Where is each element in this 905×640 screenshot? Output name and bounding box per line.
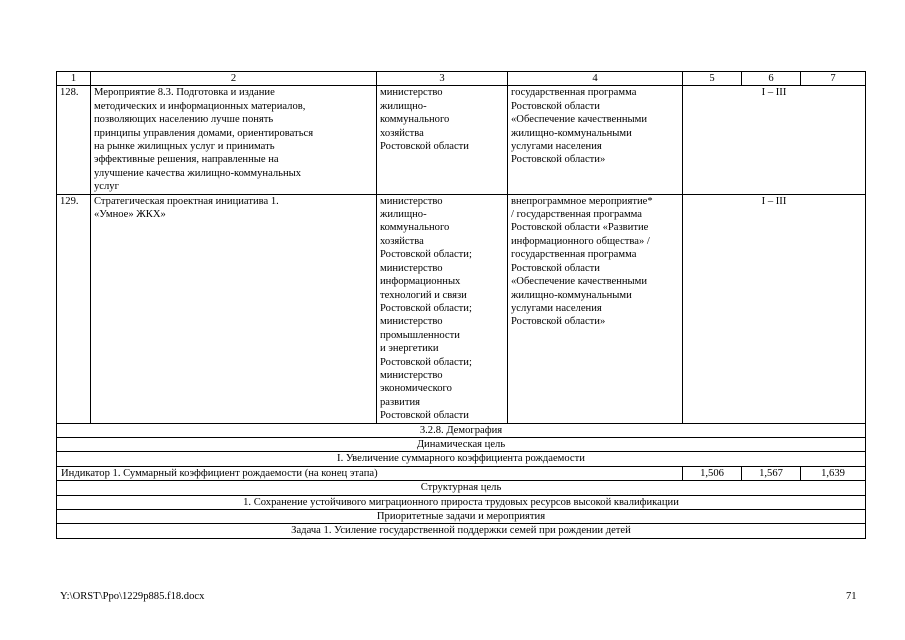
dynamic-goal: Динамическая цель	[57, 437, 866, 451]
header-col-5: 5	[683, 72, 742, 86]
task-row	[57, 524, 866, 538]
measure-cell: Стратегическая проектная инициатива 1. «Умное» ЖКХ»	[91, 194, 377, 423]
row-number: 129.	[57, 194, 91, 423]
priorities-row	[57, 510, 866, 524]
indicator-value-7: 1,639	[801, 466, 866, 480]
header-col-4: 4	[508, 72, 683, 86]
program-cell: государственная программа Ростовской области «Обеспечение качественными жилищно-коммунальными услугами населения Ростовской области»	[508, 86, 683, 194]
priorities-heading: Приоритетные задачи и мероприятия	[57, 510, 866, 524]
executor-cell: министерство жилищно- коммунального хозяйства Ростовской области	[377, 86, 508, 194]
document-table	[56, 71, 866, 539]
footer-file-path: Y:\ORST\Ppo\1229p885.f18.docx	[60, 591, 205, 602]
header-col-3: 3	[377, 72, 508, 86]
header-col-2: 2	[91, 72, 377, 86]
stages-cell: I – III	[683, 194, 866, 423]
table-row-129	[57, 194, 866, 423]
stages-cell: I – III	[683, 86, 866, 194]
table-row-128	[57, 86, 866, 194]
header-col-1: 1	[57, 72, 91, 86]
goal-row	[57, 452, 866, 466]
task-text: Задача 1. Усиление государственной поддержки семей при рождении детей	[57, 524, 866, 538]
goal-text: I. Увеличение суммарного коэффициента рождаемости	[57, 452, 866, 466]
measure-cell: Мероприятие 8.3. Подготовка и издание методических и информационных материалов, позволяющих населению лучше понять принципы управления домами, ориентироваться на рынке жилищных услуг и принимать эффективные решения, направленные на улучшение качества жилищно-коммунальных услуг	[91, 86, 377, 194]
row-number: 128.	[57, 86, 91, 194]
structural-goal-text-row	[57, 495, 866, 509]
indicator-value-6: 1,567	[742, 466, 801, 480]
section-title-row	[57, 423, 866, 437]
structural-goal-row	[57, 481, 866, 495]
executor-cell: министерство жилищно- коммунального хозяйства Ростовской области; министерство информационных технологий и связи Ростовской области; министерство промышленности и энергетики Ростовской области; министерство экономического развития Ростовской области	[377, 194, 508, 423]
indicator-label: Индикатор 1. Суммарный коэффициент рождаемости (на конец этапа)	[57, 466, 683, 480]
header-col-7: 7	[801, 72, 866, 86]
dynamic-goal-row	[57, 437, 866, 451]
program-cell: внепрограммное мероприятие* / государственная программа Ростовской области «Развитие информационного общества» / государственная программа Ростовской области «Обеспечение качественными жилищно-коммунальными услугами населения Ростовской области»	[508, 194, 683, 423]
header-row	[57, 72, 866, 86]
footer-page-number: 71	[846, 591, 857, 602]
section-title: 3.2.8. Демография	[57, 423, 866, 437]
structural-goal-text: 1. Сохранение устойчивого миграционного прироста трудовых ресурсов высокой квалификации	[57, 495, 866, 509]
indicator-value-5: 1,506	[683, 466, 742, 480]
structural-goal: Структурная цель	[57, 481, 866, 495]
header-col-6: 6	[742, 72, 801, 86]
indicator-row	[57, 466, 866, 480]
